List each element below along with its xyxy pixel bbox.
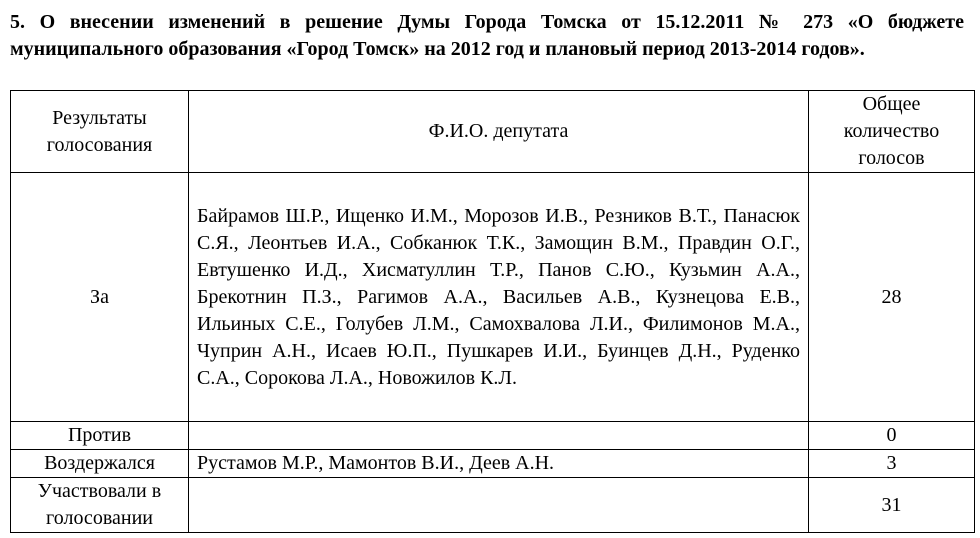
vote-count-cell: 3 (809, 450, 975, 478)
header-voting-results: Результаты голосования (11, 91, 189, 173)
header-deputy-names: Ф.И.О. депутата (189, 91, 809, 173)
deputies-cell (189, 422, 809, 450)
resolution-heading: 5. О внесении изменений в решение Думы Города Томска от 15.12.2011 № 273 «О бюджете муниципального образования «Город Томск» на 2012 год и плановый период 2013-2014 годов». (10, 11, 964, 60)
result-cell: Воздержался (11, 450, 189, 478)
table-row-against (11, 422, 975, 450)
vote-count-cell: 28 (809, 173, 975, 422)
vote-count-cell: 0 (809, 422, 975, 450)
deputies-cell: Байрамов Ш.Р., Ищенко И.М., Морозов И.В., Резников В.Т., Панасюк С.Я., Леонтьев И.А., Собканюк Т.К., Замощин В.М., Правдин О.Г., Евтушенко И.Д., Хисматуллин Т.Р., Панов С.Ю., Кузьмин А.А., Брекотнин П.З., Рагимов А.А., Васильев А.В., Кузнецова Е.В., Ильиных С.Е., Голубев Л.М., Самохвалова Л.И., Филимонов М.А., Чуприн А.Н., Исаев Ю.П., Пушкарев И.И., Буинцев Д.Н., Руденко С.А., Сорокова Л.А., Новожилов К.Л. (189, 173, 809, 422)
table-header-row (11, 91, 975, 173)
table-row-participated (11, 478, 975, 533)
result-cell: Против (11, 422, 189, 450)
vote-count-cell: 31 (809, 478, 975, 533)
result-cell: Участвовали в голосовании (11, 478, 189, 533)
deputies-cell (189, 478, 809, 533)
result-cell: За (11, 173, 189, 422)
voting-results-table (10, 90, 975, 533)
table-row-for (11, 173, 975, 422)
header-total-votes: Общее количество голосов (809, 91, 975, 173)
deputies-cell: Рустамов М.Р., Мамонтов В.И., Деев А.Н. (189, 450, 809, 478)
table-row-abstained (11, 450, 975, 478)
